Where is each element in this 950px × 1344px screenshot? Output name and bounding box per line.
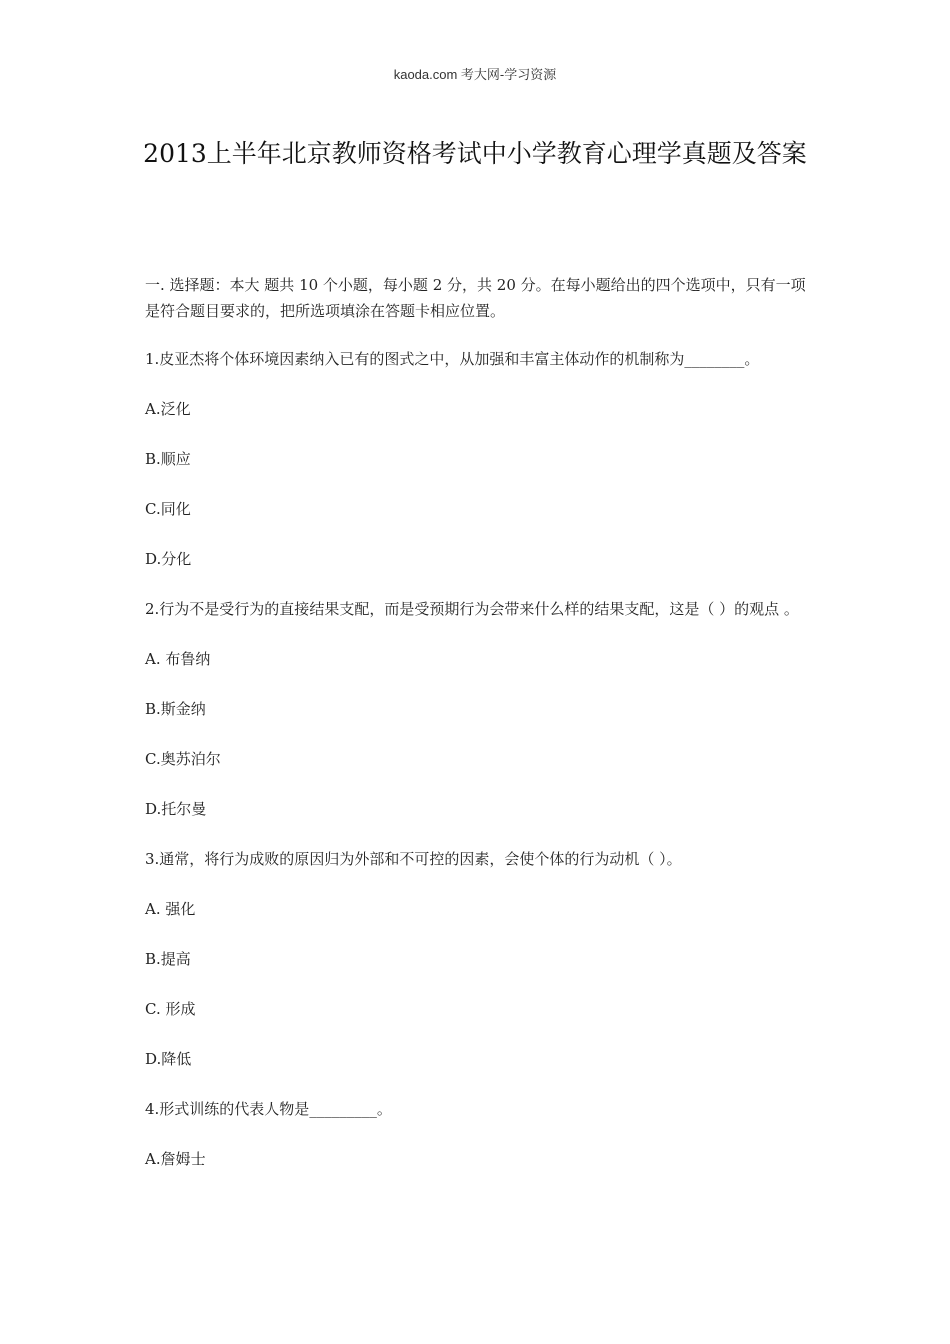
question-4-stem: 4.形式训练的代表人物是_________。 [145,1100,392,1118]
question-1-option-c: C.同化 [145,500,191,518]
question-1-option-a: A.泛化 [145,400,191,418]
question-1-stem: 1.皮亚杰将个体环境因素纳入已有的图式之中，从加强和丰富主体动作的机制称为________。 [145,350,760,368]
question-3-option-b: B.提高 [145,950,191,968]
document-title: 2013上半年北京教师资格考试中小学教育心理学真题及答案 [143,139,807,168]
question-2-option-a: A. 布鲁纳 [145,650,211,668]
question-4-option-a: A.詹姆士 [145,1150,206,1168]
question-2-option-d: D.托尔曼 [145,800,207,818]
question-3-option-c: C. 形成 [145,1000,196,1018]
question-3-option-a: A. 强化 [145,900,196,918]
document-body [145,272,810,1172]
section-intro: 一. 选择题：本大 题共 10 个小题，每小题 2 分，共 20 分。在每小题给出的四个选项中，只有一项是符合题目要求的，把所选项填涂在答题卡相应位置。 [145,276,806,320]
question-2-option-b: B.斯金纳 [145,700,206,718]
question-1-option-b: B.顺应 [145,450,191,468]
page-header: kaoda.com 考大网-学习资源 [393,67,557,82]
question-1-option-d: D.分化 [145,550,192,568]
question-3-option-d: D.降低 [145,1050,192,1068]
question-2-stem: 2.行为不是受行为的直接结果支配，而是受预期行为会带来什么样的结果支配，这是（ ）的观点 。 [145,600,799,618]
question-3-stem: 3.通常，将行为成败的原因归为外部和不可控的因素，会使个体的行为动机（ ）。 [145,850,682,868]
question-2-option-c: C.奥苏泊尔 [145,750,221,768]
